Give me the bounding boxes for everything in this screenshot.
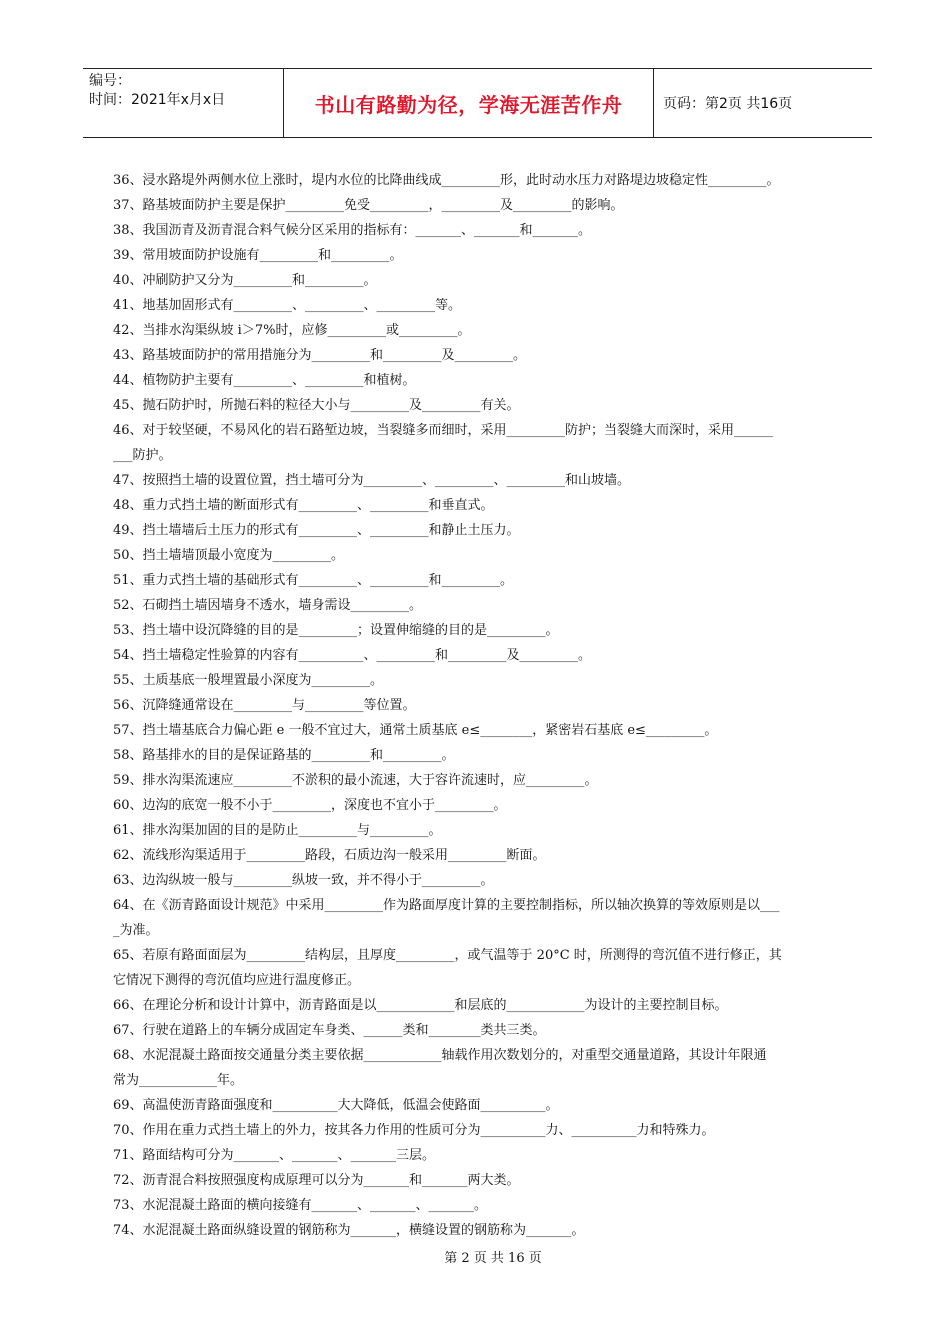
question-line: 47、按照挡土墙的设置位置，挡土墙可分为_________、_________、_________和山坡墙。 xyxy=(113,473,631,488)
question-line: 67、行驶在道路上的车辆分成固定车身类、______类和________类共三类。 xyxy=(113,1023,546,1038)
question-line: 54、挡土墙稳定性验算的内容有__________、_________和_________及_________。 xyxy=(113,648,592,663)
question-line: 72、沥青混合料按照强度构成原理可以分为_______和_______两大类。 xyxy=(113,1173,520,1188)
question-line: _为准。 xyxy=(113,923,159,938)
question-line: 74、水泥混凝土路面纵缝设置的钢筋称为_______，横缝设置的钢筋称为_______。 xyxy=(113,1223,585,1238)
question-line: 56、沉降缝通常设在_________与_________等位置。 xyxy=(113,698,416,713)
question-line: 69、高温使沥青路面强度和__________大大降低，低温会使路面__________。 xyxy=(113,1098,559,1113)
question-line: 53、挡土墙中设沉降缝的目的是_________；设置伸缩缝的目的是_________。 xyxy=(113,623,559,638)
question-line: 36、浸水路堤外两侧水位上涨时，堤内水位的比降曲线成_________形，此时动水压力对路堤边坡稳定性_________。 xyxy=(113,173,780,188)
question-line: 71、路面结构可分为_______、_______、_______三层。 xyxy=(113,1148,436,1163)
question-line: 58、路基排水的目的是保证路基的_________和_________。 xyxy=(113,748,455,763)
question-line: 43、路基坡面防护的常用措施分为_________和_________及_________。 xyxy=(113,348,527,363)
question-line: 常为____________年。 xyxy=(113,1073,244,1088)
question-line: 70、作用在重力式挡土墙上的外力，按其各力作用的性质可分为__________力、__________力和特殊力。 xyxy=(113,1123,715,1138)
question-line: 66、在理论分析和设计计算中，沥青路面是以____________和层底的____________为设计的主要控制目标。 xyxy=(113,998,728,1013)
number-label: 编号： xyxy=(89,73,131,89)
motto: 书山有路勤为径，学海无涯苦作舟 xyxy=(284,69,654,137)
question-line: 37、路基坡面防护主要是保护_________免受_________，_________及_________的影响。 xyxy=(113,198,624,213)
question-line: 61、排水沟渠加固的目的是防止_________与_________。 xyxy=(113,823,442,838)
question-line: 46、对于较坚硬，不易风化的岩石路堑边坡，当裂缝多而细时，采用_________防护；当裂缝大而深时，采用______ xyxy=(113,423,774,438)
question-line: 68、水泥混凝土路面按交通量分类主要依据____________轴载作用次数划分的，对重型交通量道路，其设计年限通 xyxy=(113,1048,767,1063)
question-line: 39、常用坡面防护设施有_________和_________。 xyxy=(113,248,403,263)
question-list xyxy=(113,168,843,1243)
date-label: 时间：2021年x月x日 xyxy=(89,92,226,108)
question-line: 它情况下测得的弯沉值均应进行温度修正。 xyxy=(113,973,361,988)
question-line: ___防护。 xyxy=(113,448,172,463)
question-line: 48、重力式挡土墙的断面形式有_________、_________和垂直式。 xyxy=(113,498,494,513)
question-line: 42、当排水沟渠纵坡 i＞7%时，应修_________或_________。 xyxy=(113,323,471,338)
question-line: 60、边沟的底宽一般不小于_________，深度也不宜小于_________。 xyxy=(113,798,507,813)
question-line: 41、地基加固形式有_________、_________、_________等。 xyxy=(113,298,462,313)
question-line: 59、排水沟渠流速应_________不淤积的最小流速，大于容许流速时，应_________。 xyxy=(113,773,598,788)
page-number: 页码：第2页 共16页 xyxy=(663,96,793,112)
question-line: 50、挡土墙墙顶最小宽度为_________。 xyxy=(113,548,345,563)
question-line: 45、抛石防护时，所抛石料的粒径大小与_________及_________有关。 xyxy=(113,398,520,413)
header-meta xyxy=(83,69,284,137)
question-line: 57、挡土墙基底合力偏心距 e 一般不宜过大，通常土质基底 e≤________，紧密岩石基底 e≤_________。 xyxy=(113,723,718,738)
question-line: 44、植物防护主要有_________、_________和植树。 xyxy=(113,373,416,388)
question-line: 63、边沟纵坡一般与_________纵坡一致，并不得小于_________。 xyxy=(113,873,494,888)
page-header xyxy=(83,68,872,138)
question-line: 64、在《沥青路面设计规范》中采用_________作为路面厚度计算的主要控制指标，所以轴次换算的等效原则是以___ xyxy=(113,898,780,913)
question-line: 73、水泥混凝土路面的横向接缝有_______、_______、_______。 xyxy=(113,1198,488,1213)
question-line: 55、土质基底一般埋置最小深度为_________。 xyxy=(113,673,384,688)
question-line: 51、重力式挡土墙的基础形式有_________、_________和_________。 xyxy=(113,573,514,588)
page-footer: 第 2 页 共 16 页 xyxy=(444,1251,542,1266)
question-line: 40、冲刷防护又分为_________和_________。 xyxy=(113,273,377,288)
question-line: 65、若原有路面面层为_________结构层，且厚度_________，或气温等于 20°C 时，所测得的弯沉值不进行修正，其 xyxy=(113,948,782,963)
question-line: 38、我国沥青及沥青混合料气候分区采用的指标有：_______、_______和_______。 xyxy=(113,223,592,238)
question-line: 52、石砌挡土墙因墙身不透水，墙身需设_________。 xyxy=(113,598,423,613)
question-line: 62、流线形沟渠适用于_________路段，石质边沟一般采用_________断面。 xyxy=(113,848,546,863)
question-line: 49、挡土墙墙后土压力的形式有_________、_________和静止土压力。 xyxy=(113,523,520,538)
